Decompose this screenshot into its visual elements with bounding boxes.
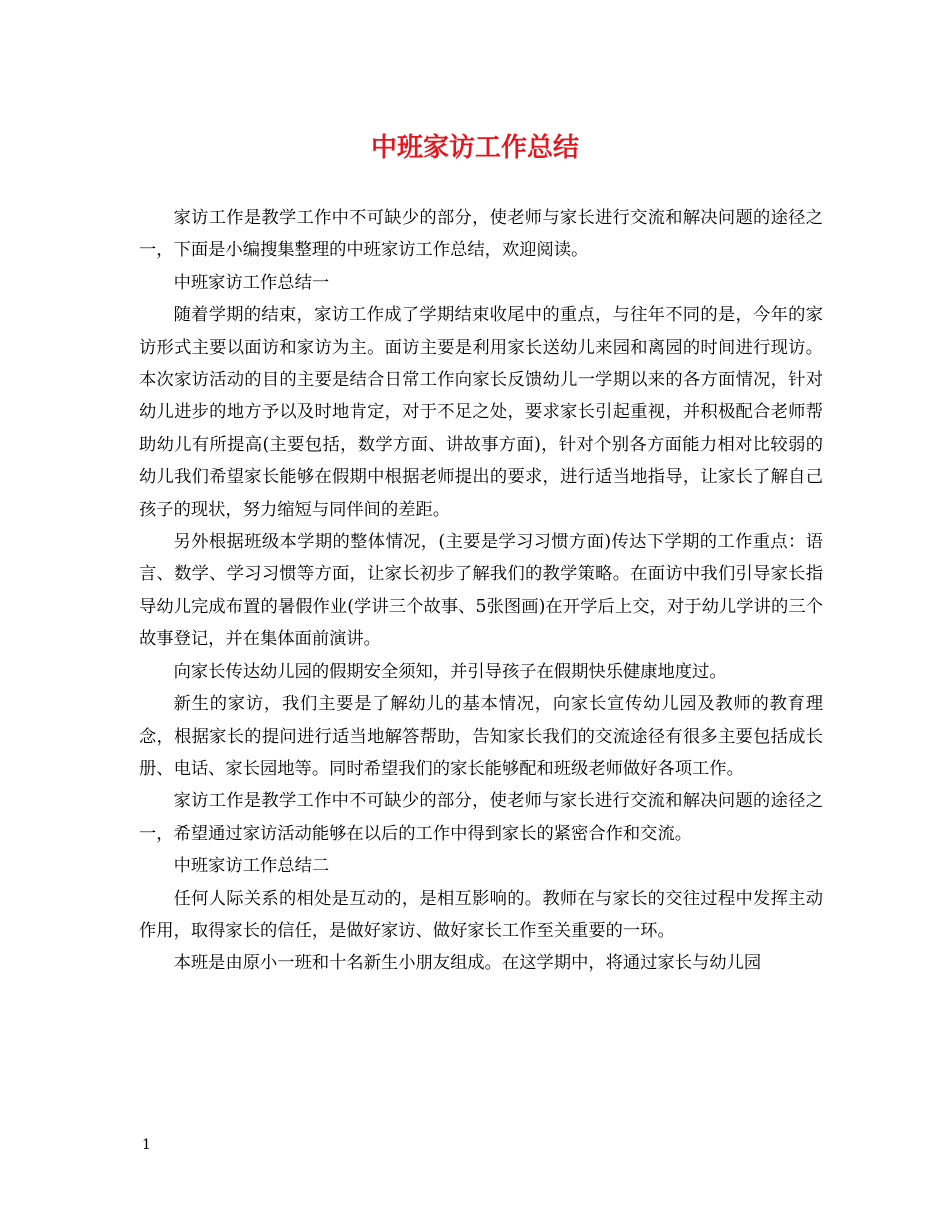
- paragraph: 随着学期的结束，家访工作成了学期结束收尾中的重点，与往年不同的是，今年的家访形式主要以面访和家访为主。面访主要是利用家长送幼儿来园和离园的时间进行现访。本次家访活动的目的主要是结合日常工作向家长反馈幼儿一学期以来的各方面情况，针对幼儿进步的地方予以及时地肯定，对于不足之处，要求家长引起重视，并积极配合老师帮助幼儿有所提高(主要包括，数学方面、讲故事方面)，针对个别各方面能力相对比较弱的幼儿我们希望家长能够在假期中根据老师提出的要求，进行适当地指导，让家长了解自己孩子的现状，努力缩短与同伴间的差距。: [139, 305, 823, 520]
- document-title: 中班家访工作总结: [370, 133, 579, 163]
- paragraph: 新生的家访，我们主要是了解幼儿的基本情况，向家长宣传幼儿园及教师的教育理念，根据家长的提问进行适当地解答帮助，告知家长我们的交流途径有很多主要包括成长册、电话、家长园地等。同时希望我们的家长能够配和班级老师做好各项工作。: [139, 694, 823, 779]
- paragraph: 向家长传达幼儿园的假期安全须知，并引导孩子在假期快乐健康地度过。: [173, 661, 727, 682]
- paragraph: 任何人际关系的相处是互动的，是相互影响的。教师在与家长的交往过程中发挥主动作用，取得家长的信任，是做好家访、做好家长工作至关重要的一环。: [139, 888, 823, 941]
- paragraph: 家访工作是教学工作中不可缺少的部分，使老师与家长进行交流和解决问题的途径之一，希望通过家访活动能够在以后的工作中得到家长的紧密合作和交流。: [139, 791, 823, 844]
- paragraph: 另外根据班级本学期的整体情况，(主要是学习习惯方面)传达下学期的工作重点：语言、数学、学习习惯等方面，让家长初步了解我们的教学策略。在面访中我们引导家长指导幼儿完成布置的暑假作业(学讲三个故事、5张图画)在开学后上交，对于幼儿学讲的三个故事登记，并在集体面前演讲。: [139, 532, 823, 650]
- document-body: [139, 202, 823, 980]
- paragraph-intro: 家访工作是教学工作中不可缺少的部分，使老师与家长进行交流和解决问题的途径之一，下面是小编搜集整理的中班家访工作总结，欢迎阅读。: [139, 208, 823, 261]
- page-number: 1: [142, 1137, 151, 1153]
- section-heading-one: 中班家访工作总结一: [173, 272, 330, 293]
- paragraph: 本班是由原小一班和十名新生小朋友组成。在这学期中，将通过家长与幼儿园: [173, 953, 762, 974]
- section-heading-two: 中班家访工作总结二: [173, 856, 330, 877]
